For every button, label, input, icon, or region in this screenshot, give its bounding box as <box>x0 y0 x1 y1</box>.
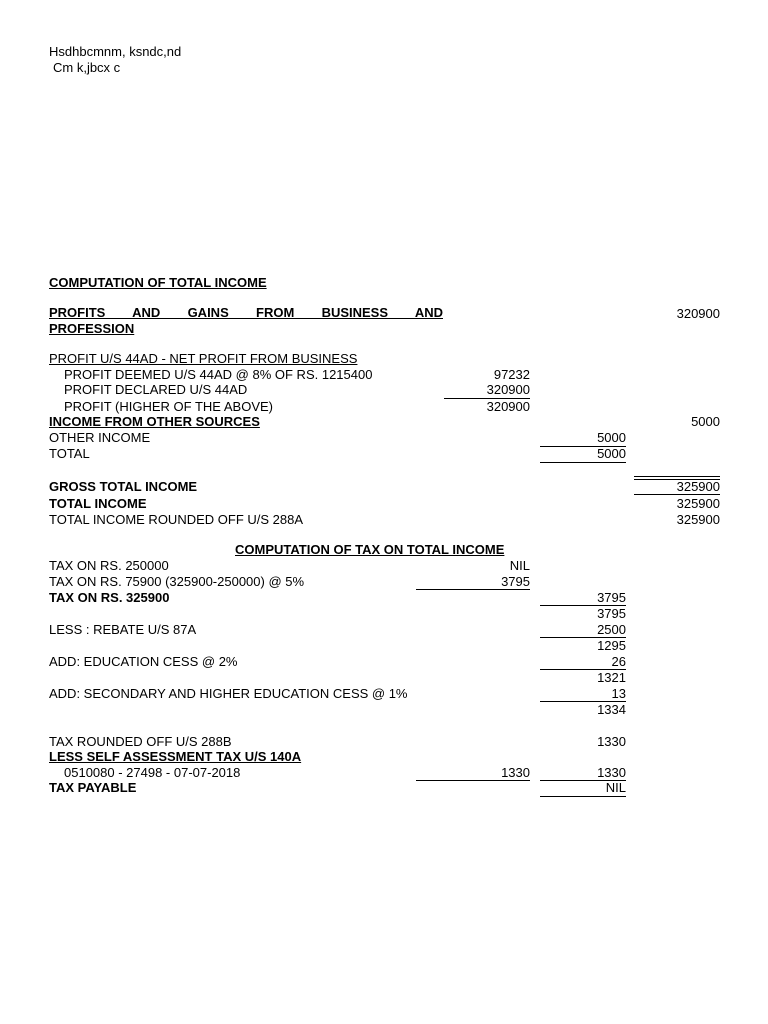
edu-cess-value: 26 <box>611 654 626 669</box>
rounded-income-value: 325900 <box>676 512 720 527</box>
business-heading <box>49 305 443 337</box>
challan-underline-1 <box>416 780 530 781</box>
edu-cess-label: ADD: EDUCATION CESS @ 2% <box>49 654 238 669</box>
subtotal-1: 3795 <box>597 606 626 621</box>
total-label: TOTAL <box>49 446 90 461</box>
deemed-profit-value: 97232 <box>493 367 530 382</box>
total-income-label: TOTAL INCOME <box>49 496 147 511</box>
tax-payable-value: NIL <box>605 780 626 795</box>
tax-rounded-label: TAX ROUNDED OFF U/S 288B <box>49 734 232 749</box>
subtotal-2: 1295 <box>597 638 626 653</box>
slab1-label: TAX ON RS. 250000 <box>49 558 169 573</box>
other-sources-heading: INCOME FROM OTHER SOURCES <box>49 414 260 429</box>
section-44ad-heading: PROFIT U/S 44AD - NET PROFIT FROM BUSINESS <box>49 351 358 366</box>
header-line-2: Cm k,jbcx c <box>53 60 121 75</box>
total-underline <box>540 462 626 463</box>
self-assessment-heading: LESS SELF ASSESSMENT TAX U/S 140A <box>49 749 302 764</box>
declared-profit-label: PROFIT DECLARED U/S 44AD <box>64 382 248 397</box>
business-heading-line1: PROFITS AND GAINS FROM BUSINESS AND <box>49 305 443 320</box>
deemed-profit-label: PROFIT DEEMED U/S 44AD @ 8% OF RS. 1215400 <box>64 367 373 382</box>
challan-value-2: 1330 <box>597 765 626 780</box>
gross-total-value: 325900 <box>676 479 720 494</box>
gross-underline <box>634 494 720 495</box>
rebate-label: LESS : REBATE U/S 87A <box>49 622 197 637</box>
she-cess-value: 13 <box>611 686 626 701</box>
subtotal-3: 1321 <box>597 670 626 685</box>
rebate-value: 2500 <box>597 622 626 637</box>
slab2-underline <box>416 589 530 590</box>
slab2-label: TAX ON RS. 75900 (325900-250000) @ 5% <box>49 574 305 589</box>
header-line-1: Hsdhbcmnm, ksndc,nd <box>49 44 182 59</box>
total-value: 5000 <box>597 446 626 461</box>
total-income-value: 325900 <box>676 496 720 511</box>
tax-rounded-value: 1330 <box>597 734 626 749</box>
slab2-value: 3795 <box>501 574 530 589</box>
rounded-income-label: TOTAL INCOME ROUNDED OFF U/S 288A <box>49 512 304 527</box>
slab1-value: NIL <box>509 558 530 573</box>
tax-payable-label: TAX PAYABLE <box>49 780 137 795</box>
other-sources-total: 5000 <box>691 414 720 429</box>
income-title: COMPUTATION OF TOTAL INCOME <box>49 275 267 290</box>
challan-value-1: 1330 <box>501 765 530 780</box>
tax-on-label: TAX ON RS. 325900 <box>49 590 170 605</box>
other-income-value: 5000 <box>597 430 626 445</box>
declared-profit-value: 320900 <box>486 382 530 397</box>
business-heading-line2: PROFESSION <box>49 321 135 336</box>
tax-payable-underline <box>540 796 626 797</box>
subtotal-4: 1334 <box>597 702 626 717</box>
she-cess-label: ADD: SECONDARY AND HIGHER EDUCATION CESS @ 1% <box>49 686 408 701</box>
other-income-label: OTHER INCOME <box>49 430 151 445</box>
business-total: 320900 <box>676 306 720 321</box>
higher-profit-value: 320900 <box>486 399 530 414</box>
tax-on-value: 3795 <box>597 590 626 605</box>
tax-title: COMPUTATION OF TAX ON TOTAL INCOME <box>235 542 505 557</box>
challan-label: 0510080 - 27498 - 07-07-2018 <box>64 765 241 780</box>
gross-total-label: GROSS TOTAL INCOME <box>49 479 198 494</box>
higher-profit-label: PROFIT (HIGHER OF THE ABOVE) <box>64 399 273 414</box>
